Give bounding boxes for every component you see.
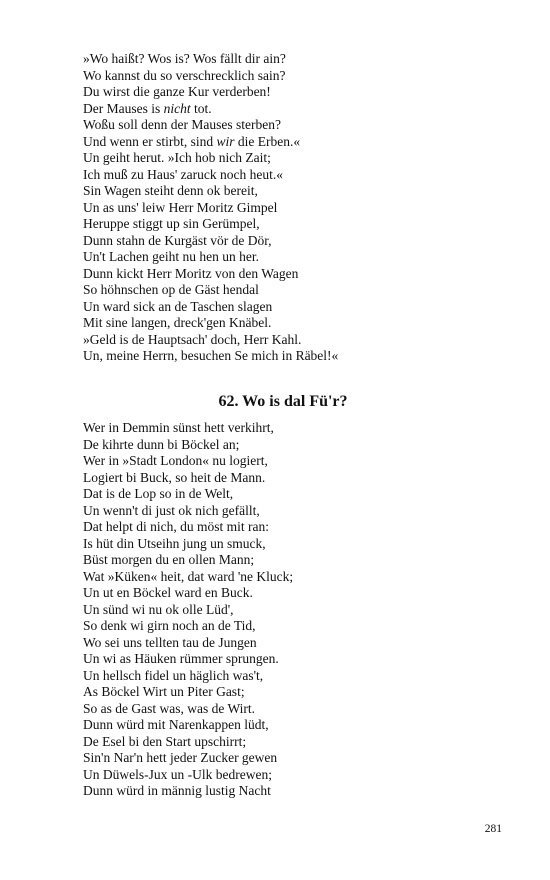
poem-line bbox=[83, 668, 483, 685]
emphasized-word: wir bbox=[216, 133, 235, 149]
line-text: Un ward sick an de Taschen slagen bbox=[83, 298, 273, 314]
line-text: Is hüt din Utseihn jung un smuck, bbox=[83, 535, 266, 551]
poem-line bbox=[83, 569, 483, 586]
poem-line bbox=[83, 750, 483, 767]
line-text: As Böckel Wirt un Piter Gast; bbox=[83, 684, 245, 699]
poem-line bbox=[83, 453, 483, 470]
poem-line bbox=[83, 299, 483, 316]
line-text: Un, meine Herrn, besuchen Se mich in Räbel!« bbox=[83, 348, 339, 363]
line-text: »Geld is de Hauptsach' doch, Herr Kahl. bbox=[83, 331, 302, 347]
poem-line bbox=[83, 519, 483, 536]
poem-line bbox=[83, 282, 483, 299]
poem-line bbox=[83, 767, 483, 784]
line-text: Dunn würd mit Narenkappen lüdt, bbox=[83, 717, 269, 732]
poem-line bbox=[83, 315, 483, 332]
poem-line bbox=[83, 651, 483, 668]
line-text: Wo kannst du so verschrecklich sain? bbox=[83, 67, 286, 83]
poem-line bbox=[83, 602, 483, 619]
poem-line bbox=[83, 701, 483, 718]
line-text: So denk wi girn noch an de Tid, bbox=[83, 618, 256, 633]
line-text: Mit sine langen, dreck'gen Knäbel. bbox=[83, 315, 272, 330]
poem-line bbox=[83, 717, 483, 734]
line-text: Wer in Demmin sünst hett verkihrt, bbox=[83, 420, 274, 435]
line-text: So as de Gast was, was de Wirt. bbox=[83, 700, 256, 716]
poem-line bbox=[83, 249, 483, 266]
poem-line bbox=[83, 200, 483, 217]
poem-line bbox=[83, 183, 483, 200]
line-text: Un wenn't di just ok nich gefällt, bbox=[83, 502, 260, 518]
line-text: Un as uns' leiw Herr Moritz Gimpel bbox=[83, 199, 278, 215]
line-text: Un't Lachen geiht nu hen un her. bbox=[83, 249, 260, 264]
poem-line bbox=[83, 216, 483, 233]
poem-line bbox=[83, 101, 483, 118]
line-text: Sin'n Nar'n hett jeder Zucker gewen bbox=[83, 750, 278, 765]
poem-line bbox=[83, 68, 483, 85]
poem-line bbox=[83, 51, 483, 68]
line-text: Und wenn er stirbt, sind bbox=[83, 133, 217, 149]
line-text: Woßu soll denn der Mauses sterben? bbox=[83, 117, 281, 132]
line-text: Dat is de Lop so in de Welt, bbox=[83, 486, 234, 501]
line-text: Wer in »Stadt London« nu logiert, bbox=[83, 453, 268, 468]
poem-line bbox=[83, 585, 483, 602]
line-text: Dunn kickt Herr Moritz von den Wagen bbox=[83, 265, 299, 281]
poem-line bbox=[83, 266, 483, 283]
poem-continuation bbox=[83, 51, 483, 365]
line-text: Wat »Küken« heit, dat ward 'ne Kluck; bbox=[83, 568, 294, 584]
line-text: Büst morgen du en ollen Mann; bbox=[83, 552, 255, 567]
poem-line bbox=[83, 233, 483, 250]
section-heading: 62. Wo is dal Fü'r? bbox=[218, 393, 348, 410]
line-text: De Esel bi den Start upschirrt; bbox=[83, 733, 247, 749]
poem-line bbox=[83, 783, 483, 800]
line-text: die Erben.« bbox=[234, 133, 301, 149]
line-text: So höhnschen op de Gäst hendal bbox=[83, 282, 259, 297]
poem-line bbox=[83, 167, 483, 184]
line-text: Dunn würd in männig lustig Nacht bbox=[83, 783, 271, 798]
poem-line bbox=[83, 437, 483, 454]
poem-line bbox=[83, 684, 483, 701]
line-text: Der Mauses is bbox=[83, 100, 164, 116]
line-text: Un sünd wi nu ok olle Lüd', bbox=[83, 601, 234, 617]
line-text: Un wi as Häuken rümmer sprungen. bbox=[83, 651, 279, 666]
poem-line bbox=[83, 635, 483, 652]
poem-line bbox=[83, 734, 483, 751]
line-text: tot. bbox=[190, 100, 212, 116]
poem-line bbox=[83, 134, 483, 151]
poem-line bbox=[83, 348, 483, 365]
poem-line bbox=[83, 536, 483, 553]
line-text: Wo sei uns tellten tau de Jungen bbox=[83, 634, 257, 650]
poem-line bbox=[83, 150, 483, 167]
poem-line bbox=[83, 332, 483, 349]
line-text: Logiert bi Buck, so heit de Mann. bbox=[83, 469, 266, 485]
line-text: Un ut en Böckel ward en Buck. bbox=[83, 585, 253, 600]
poem-line bbox=[83, 117, 483, 134]
poem-line bbox=[83, 420, 483, 437]
poem-line bbox=[83, 470, 483, 487]
line-text: Dat helpt di nich, du möst mit ran: bbox=[83, 519, 269, 534]
poem-line bbox=[83, 503, 483, 520]
poem-line bbox=[83, 486, 483, 503]
line-text: »Wo haißt? Wos is? Wos fällt dir ain? bbox=[83, 51, 286, 66]
line-text: Ich muß zu Haus' zaruck noch heut.« bbox=[83, 166, 283, 182]
page-number: 281 bbox=[484, 823, 502, 835]
section-poem bbox=[83, 420, 483, 800]
line-text: Dunn stahn de Kurgäst vör de Dör, bbox=[83, 232, 272, 248]
poem-line bbox=[83, 552, 483, 569]
line-text: Un Düwels-Jux un -Ulk bedrewen; bbox=[83, 766, 272, 782]
poem-line bbox=[83, 84, 483, 101]
line-text: De kihrte dunn bi Böckel an; bbox=[83, 436, 240, 452]
emphasized-word: nicht bbox=[163, 100, 191, 116]
poem-line bbox=[83, 618, 483, 635]
line-text: Du wirst die ganze Kur verderben! bbox=[83, 84, 271, 99]
line-text: Heruppe stiggt up sin Gerümpel, bbox=[83, 216, 260, 231]
line-text: Sin Wagen steiht denn ok bereit, bbox=[83, 183, 258, 198]
line-text: Un hellsch fidel un häglich was't, bbox=[83, 667, 264, 683]
line-text: Un geiht herut. »Ich hob nich Zait; bbox=[83, 150, 271, 165]
